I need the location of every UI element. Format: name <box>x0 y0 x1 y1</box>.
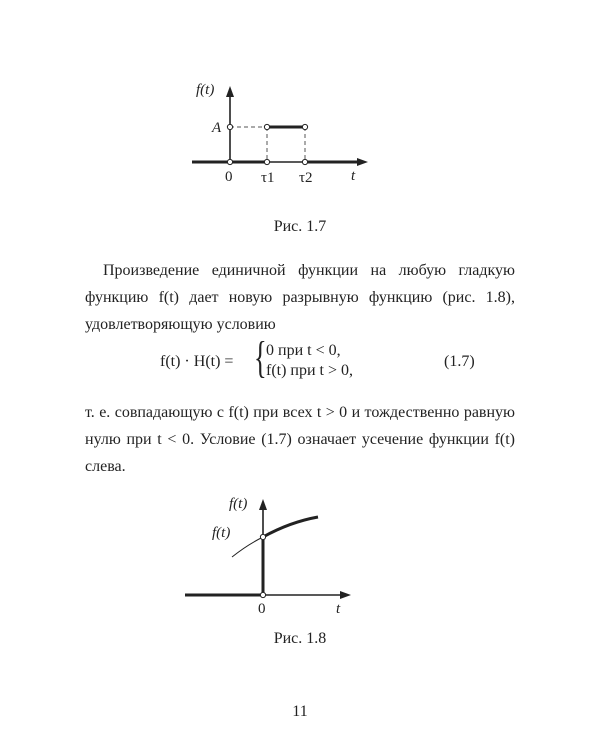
tick-point-tau2 <box>302 159 307 164</box>
origin-point <box>260 592 265 597</box>
pulse-start-point <box>264 124 269 129</box>
paragraph-1: Произведение единичной функции на любую гладкую функцию f(t) дает новую разрывную функцию (рис. 1.8), удовлетворяющую условию <box>85 262 515 333</box>
jump-top-point <box>260 534 265 539</box>
equation-brace: { <box>254 333 267 382</box>
y-axis-label: f(t) <box>229 496 248 512</box>
y-axis-label: f(t) <box>196 82 215 98</box>
y-axis-arrow <box>226 86 234 97</box>
figure-1-8-caption: Рис. 1.8 <box>273 630 327 647</box>
figure-1-7-caption: Рис. 1.7 <box>273 218 327 235</box>
level-label: A <box>212 120 222 136</box>
equation-case-2: f(t) при t > 0, <box>266 362 354 379</box>
equation-number: (1.7) <box>444 353 475 370</box>
curve-bold <box>263 517 318 537</box>
equation-lhs: f(t) · H(t) = <box>160 353 234 370</box>
figure-1-8 <box>0 475 600 615</box>
curve-label: f(t) <box>212 525 231 541</box>
curve-thin <box>232 537 263 557</box>
figure-1-7 <box>0 70 600 195</box>
tick-point-zero <box>227 159 232 164</box>
tick-label-zero: 0 <box>225 169 233 185</box>
x-axis-label: t <box>336 601 341 615</box>
tick-label-tau2: τ2 <box>299 170 313 186</box>
equation-1-7 <box>0 333 600 390</box>
tick-point-tau1 <box>264 159 269 164</box>
page-number: 11 <box>292 703 308 720</box>
pulse-end-point <box>302 124 307 129</box>
equation-case-1: 0 при t < 0, <box>266 342 341 359</box>
x-axis-arrow <box>340 591 351 599</box>
paragraph-2: т. е. совпадающую с f(t) при всех t > 0 и тождественно равную нулю при t < 0. Условие (1.7) означает усечение функции f(t) слева. <box>85 404 515 475</box>
level-point-a <box>227 124 232 129</box>
tick-label-zero: 0 <box>258 601 266 615</box>
tick-label-tau1: τ1 <box>261 170 275 186</box>
y-axis-arrow <box>259 499 267 510</box>
x-axis-label: t <box>351 168 356 184</box>
